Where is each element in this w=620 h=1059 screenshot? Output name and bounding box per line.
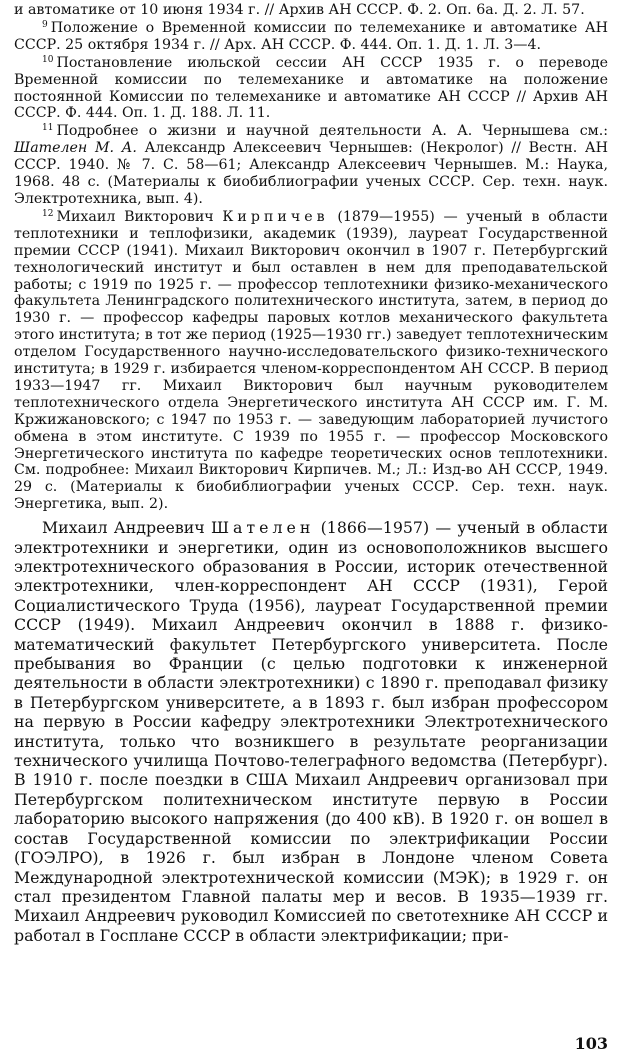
footnote-number: 10	[42, 54, 54, 65]
footnote-number: 9	[42, 19, 48, 30]
footnote-text: Подробнее о жизни и научной деятельности А. А. Чернышева см.:	[56, 123, 608, 140]
footnote-text: Михаил Викторович	[56, 208, 223, 225]
footnote-text: Положение о Временной комиссии по телемеханике и автоматике АН СССР. 25 октября 1934 г. // Арх. АН СССР. Ф. 444. Оп. 1. Д. 1. Л. 3—4.	[14, 19, 608, 53]
page-number: 103	[574, 1034, 608, 1053]
footnote-8-continuation	[14, 2, 608, 19]
footnote-text: Постановление июльской сессии АН СССР 1935 г. о переводе Временной комиссии по телемеханике и автоматике на положение постоянной Комиссии по телемеханике и автоматике АН СССР // Архив АН СССР. Ф. 444. Оп. 1. Д. 188. Л. 11.	[14, 54, 608, 122]
footnote-number: 11	[42, 123, 54, 134]
footnote-11	[14, 123, 608, 208]
footnote-9	[14, 20, 608, 54]
footnote-author-italic: Шателен М. А.	[14, 140, 137, 157]
footnote-surname-spaced: Кирпичев	[222, 208, 329, 225]
paragraph-surname-spaced: Шателен	[210, 518, 315, 538]
footnote-12	[14, 209, 608, 513]
paragraph-text: Михаил Андреевич	[42, 518, 211, 538]
footnote-text: Александр Алексеевич Чернышев: (Некролог) // Вестн. АН СССР. 1940. № 7. С. 58—61; Александр Алексеевич Чернышев. М.: Наука, 1968. 48 с. (Материалы к биобиблиографии ученых СССР. Сер. техн. наук. Электротехника, вып. 4).	[14, 140, 608, 207]
footnote-text: и автоматике от 10 июня 1934 г. // Архив АН СССР. Ф. 2. Оп. 6а. Д. 2. Л. 57.	[14, 2, 585, 18]
paragraph-text: (1866—1957) — ученый в области электротехники и энергетики, один из основоположников высшего электротехнического образования в России, историк отечественной электротехники, член-корреспондент АН СССР (1931), Герой Социалистического Труда (1956), лауреат Государственной премии СССР (1949). Михаил Андреевич окончил в 1888 г. физико-математический факультет Петербургского университета. После пребывания во Франции (с целью подготовки к инженерной деятельности в области электротехники) с 1890 г. преподавал физику в Петербургском университете, а в 1893 г. был избран профессором на первую в России кафедру электротехники Электротехнического института, только что возникшего в результате реорганизации технического училища Почтово-телеграфного ведомства (Петербург). В 1910 г. после поездки в США Михаил Андреевич организовал при Петербургском политехническом институте первую в России лабораторию высокого напряжения (до 400 кВ). В 1920 г. он вошел в состав Государственной комиссии по электрификации России (ГОЭЛРО), в 1926 г. был избран в Лондоне членом Совета Международной электротехнической комиссии (МЭК); в 1929 г. он стал президентом Главной палаты мер и весов. В 1935—1939 гг. Михаил Андреевич руководил Комиссией по светотехнике АН СССР и работал в Госплане СССР в области электрификации; при-	[14, 518, 609, 945]
footnote-10	[14, 55, 608, 123]
footnote-number: 12	[42, 208, 54, 219]
footnote-text: (1879—1955) — ученый в области теплотехники и теплофизики, академик (1939), лауреат Государственной премии СССР (1941). Михаил Викторович окончил в 1907 г. Петербургский технологический институт и был оставлен в нем для преподавательской работы; с 1919 по 1925 г. — профессор теплотехники физико-механического факультета Ленинградского политехнического института, затем, в период до 1930 г. — профессор кафедры паровых котлов механического факультета этого института; в тот же период (1925—1930 гг.) заведует теплотехническим отделом Государственного научно-исследовательского физико-технического института; в 1929 г. избирается членом-корреспондентом АН СССР. В период 1933—1947 гг. Михаил Викторович был научным руководителем теплотехнического отдела Энергетического института АН СССР им. Г. М. Кржижановского; с 1947 по 1953 г. — заведующим лабораторией лучистого обмена в этом институте. С 1939 по 1955 г. — профессор Московского Энергетического института по кафедре теоретических основ теплотехники. См. подробнее: Михаил Викторович Кирпичев. М.; Л.: Изд-во АН СССР, 1949. 29 с. (Материалы к биобиблиографии ученых СССР. Сер. техн. наук. Энергетика, вып. 2).	[14, 208, 608, 513]
main-paragraph	[14, 518, 608, 945]
